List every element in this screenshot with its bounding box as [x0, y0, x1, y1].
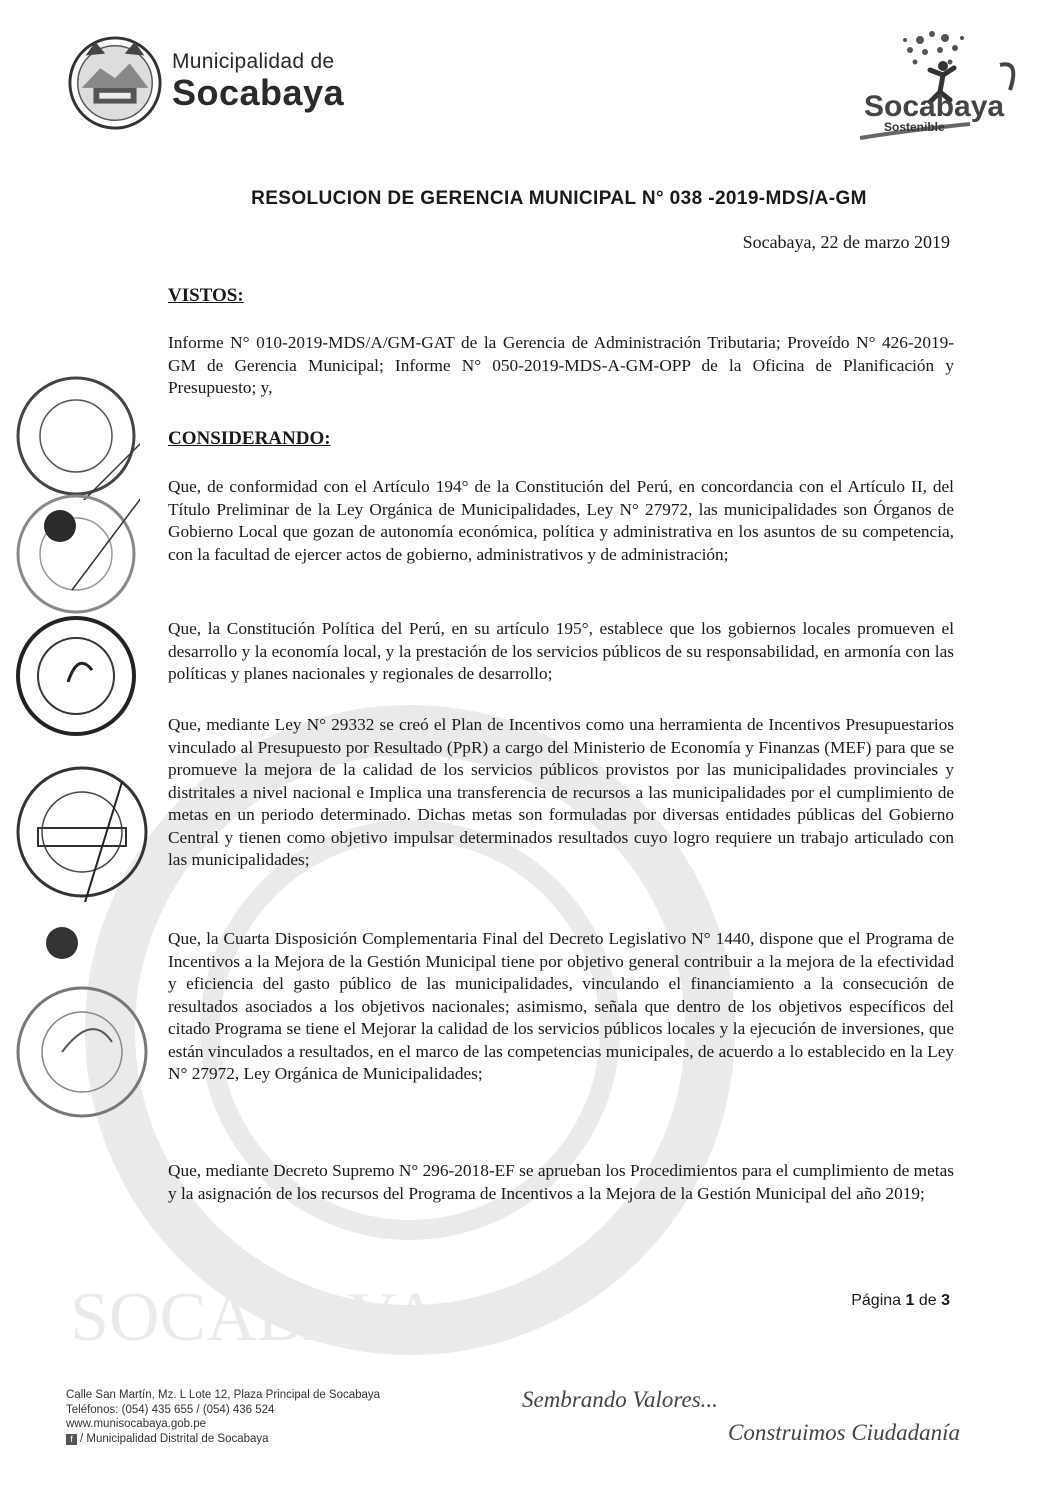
resolution-title: RESOLUCION DE GERENCIA MUNICIPAL N° 038 -2019-MDS/A-GM: [251, 188, 867, 209]
seal-planificacion-presupuesto: [12, 982, 152, 1122]
footer-website: www.munisocabaya.gob.pe: [66, 1418, 206, 1430]
considerando-paragraph: Que, de conformidad con el Artículo 194° de la Constitución del Perú, en concordancia con el Artículo II, del Título Preliminar de la Ley Orgánica de Municipalidades, Ley N° 27972, las municipalidades son Órganos de Gobierno Local que gozan de autonomía económica, política y administrativa en los asuntos de su competencia, con la facultad de ejercer actos de gobierno, administrativos y de administración;: [168, 477, 954, 564]
resolution-date: Socabaya, 22 de marzo 2019: [742, 232, 950, 252]
page-total: 3: [941, 1292, 950, 1309]
footer-phones: Teléfonos: (054) 435 655 / (054) 436 524: [66, 1403, 275, 1416]
seal-asesoria-juridica: [12, 490, 140, 618]
considerando-paragraph: Que, la Cuarta Disposición Complementaria Final del Decreto Legislativo N° 1440, dispone que el Programa de Incentivos a la Mejora de la Gestión Municipal tiene por objetivo general contribuir a la mejora de la efectividad y eficiencia del gasto público de las municipalidades, vinculando el financiamiento a la consecución de resultados asociados a los objetivos nacionales; asimismo, señala que dentro de los objetivos específicos del citado Programa se tiene el Mejorar la calidad de los servicios públicos locales y la ejecución de inversiones, que están vinculados a resultados, en el marco de las competencias municipales, de acuerdo a lo establecido en la Ley N° 27972, Ley Orgánica de Municipalidades;: [168, 929, 954, 1083]
socabaya-sostenible-logo: [850, 20, 1025, 160]
facebook-icon: f: [66, 1434, 77, 1445]
punch-hole: [44, 925, 80, 961]
watermark-text: SOCABAYA: [70, 1279, 441, 1356]
municipality-name-line1: Municipalidad de: [172, 50, 335, 73]
page-middle: de: [914, 1292, 942, 1309]
vistos-text: Informe N° 010-2019-MDS/A/GM-GAT de la Gerencia de Administración Tributaria; Proveído N° 426-2019-GM de Gerencia Municipal; Informe N° 050-2019-MDS-A-GM-OPP de la Oficina de Planificación y Presupuesto; y,: [168, 333, 954, 397]
vistos-heading: VISTOS:: [168, 285, 244, 306]
footer-slogan-1: Sembrando Valores...: [522, 1387, 718, 1412]
footer-facebook-text: / Municipalidad Distrital de Socabaya: [80, 1432, 269, 1445]
considerando-paragraph: Que, la Constitución Política del Perú, en su artículo 195°, establece que los gobiernos locales promueven el desarrollo y la economía local, y la prestación de los servicios públicos de su responsabilidad, en armonía con las políticas y planes nacionales y regionales de desarrollo;: [168, 619, 954, 683]
sostenible-tag: Sostenible: [884, 120, 945, 134]
considerando-paragraph: Que, mediante Decreto Supremo N° 296-2018-EF se aprueban los Procedimientos para el cumplimiento de metas y la asignación de los recursos del Programa de Incentivos a la Mejora de la Gestión Municipal del año 2019;: [168, 1161, 954, 1203]
municipality-name-line2: Socabaya: [172, 72, 345, 113]
page-current: 1: [905, 1292, 915, 1309]
footer-address: Calle San Martín, Mz. L Lote 12, Plaza Principal de Socabaya: [66, 1389, 381, 1401]
footer-slogan-2: Construimos Ciudadanía: [728, 1420, 960, 1445]
seal-gerencia-municipal: [12, 372, 140, 500]
footer-facebook: [66, 1432, 380, 1447]
seal-administracion: [12, 762, 152, 902]
seal-gerencia-administracion-tributaria: [12, 612, 140, 740]
municipality-name: [172, 50, 344, 112]
page-prefix: Página: [851, 1292, 906, 1309]
footer-contact: [66, 1388, 380, 1446]
page-number: [851, 1292, 950, 1310]
sostenible-name: Socabaya: [864, 90, 1005, 123]
considerando-paragraph: Que, mediante Ley N° 29332 se creó el Plan de Incentivos como una herramienta de Incentivos Presupuestarios vinculado al Presupuesto por Resultado (PpR) a cargo del Ministerio de Economía y Finanzas (MEF) para que se promueve la mejora de la calidad de los servicios públicos provistos por las municipalidades provinciales y distritales a nivel nacional e Implica una transferencia de recursos a las municipalidades por el cumplimiento de metas en un periodo determinado. Dichas metas son formuladas por diversas entidades públicas del Gobierno Central y tienen como objetivo impulsar determinados resultados cuyo logro requiere un trabajo articulado con las municipalidades;: [168, 715, 954, 869]
considerando-heading: CONSIDERANDO:: [168, 428, 331, 449]
municipality-logo: [66, 34, 164, 132]
